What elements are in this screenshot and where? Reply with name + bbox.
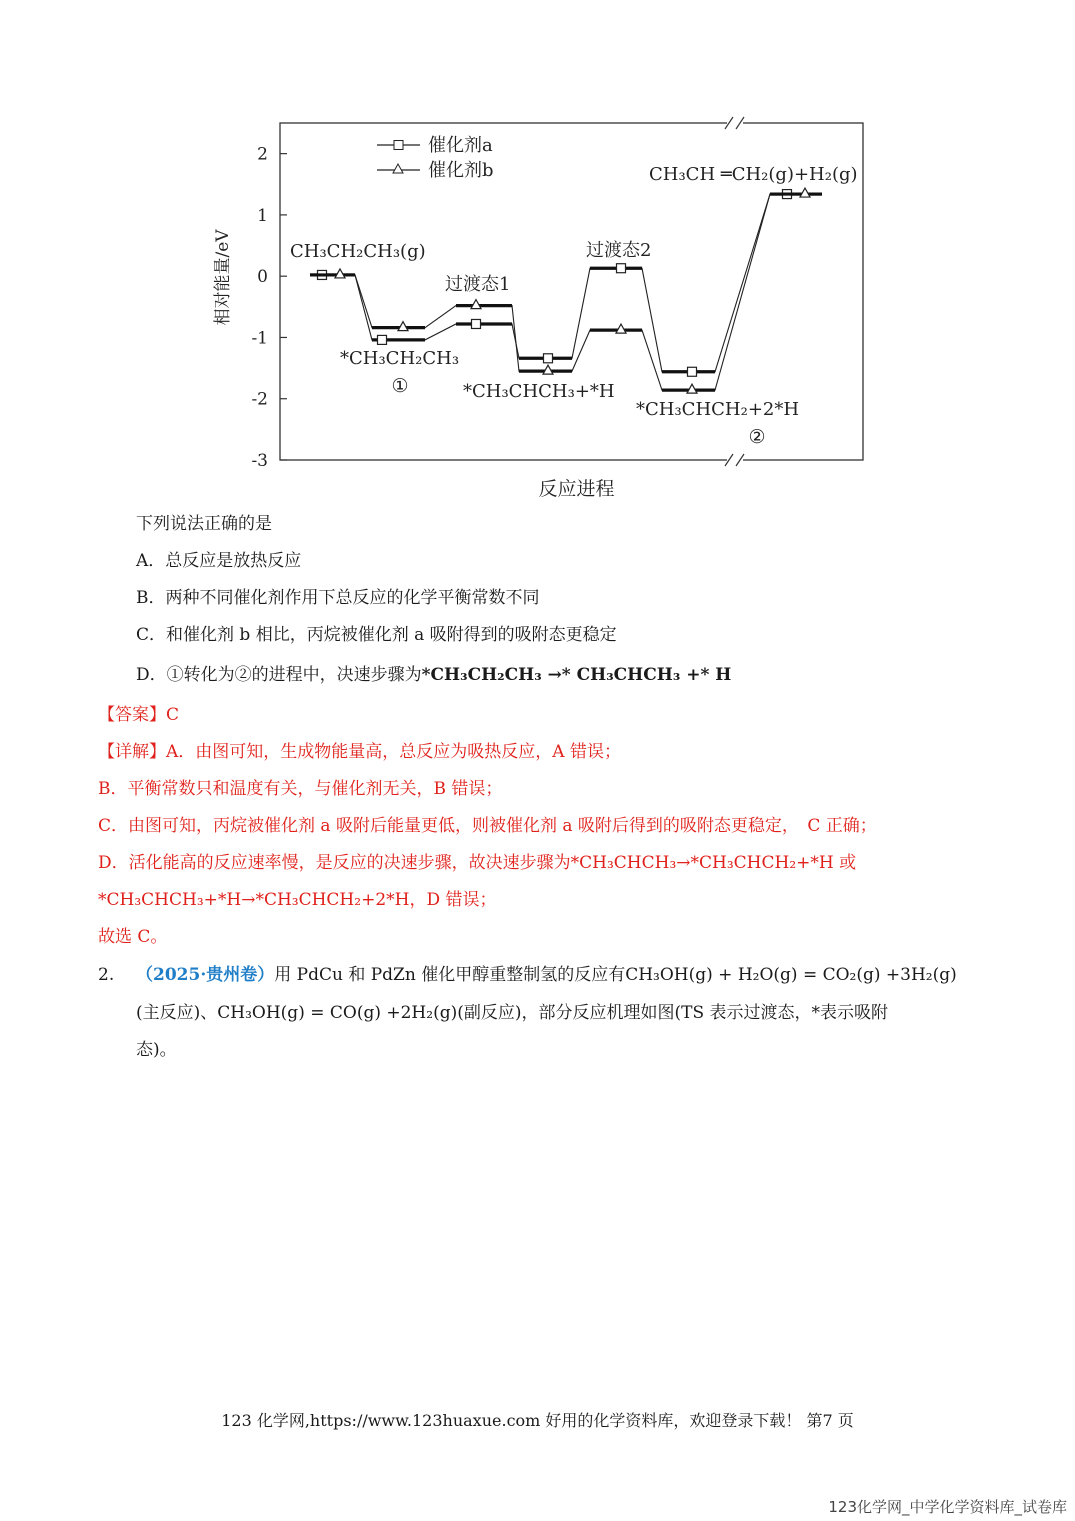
detail-d2: *CH₃CHCH₃+*H→*CH₃CHCH₂+2*H，D 错误； [98,890,497,910]
legend-marker-triangle [393,164,403,173]
y-tick-label: -2 [251,389,268,410]
marker-square [544,354,553,363]
label-product: CH₃CH ═CH₂(g)+H₂(g) [649,164,858,185]
answer-label: 【答案】 [98,705,166,725]
detail-c: C．由图可知，丙烷被催化剂 a 吸附后能量更低，则被催化剂 a 吸附后得到的吸附态更稳定， C 正确； [98,816,877,836]
chart-legend [377,135,494,181]
label-reactant: CH₃CH₂CH₃(g) [290,241,426,262]
option-b: B．两种不同催化剂作用下总反应的化学平衡常数不同 [136,588,540,608]
y-tick-label: -1 [251,328,268,349]
detail-b: B．平衡常数只和温度有关，与催化剂无关，B 错误； [98,779,503,799]
y-axis-label: 相对能量/eV [213,229,233,326]
option-d-formula: *CH₃CH₂CH₃ →* CH₃CHCH₃ +* H [421,665,732,685]
y-tick-label: 2 [257,144,268,165]
marker-square [472,319,481,328]
label-ts1: 过渡态1 [445,274,511,295]
q2-line1-wrap [136,964,957,986]
option-a: A．总反应是放热反应 [136,551,302,571]
y-tick-label: 1 [257,205,268,226]
energy-profile-chart [200,100,880,505]
label-int2: *CH₃CHCH₃+*H [463,381,615,402]
label-circle1: ① [391,375,409,397]
legend-entry: 催化剂a [428,135,493,156]
q2-line1: 用 PdCu 和 PdZn 催化甲醇重整制氢的反应有CH₃OH(g) + H₂O(g) = CO₂(g) +3H₂(g) [274,965,957,985]
option-d [136,664,731,686]
q2-line3: 态)。 [136,1040,177,1060]
answer-line [98,704,179,726]
option-c: C．和催化剂 b 相比，丙烷被催化剂 a 吸附得到的吸附态更稳定 [136,625,617,645]
label-ts2: 过渡态2 [586,240,652,261]
page-footer: 123 化学网,https://www.123huaxue.com 好用的化学资料库，欢迎登录下载！ 第7 页 [221,1411,854,1430]
label-int3: *CH₃CHCH₂+2*H [636,399,800,420]
marker-square [688,367,697,376]
marker-square [378,335,387,344]
label-ads1: *CH₃CH₂CH₃ [340,348,460,369]
watermark: 123化学网_中学化学资料库_试卷库 [828,1498,1067,1516]
marker-square [617,264,626,273]
detail-d1: D．活化能高的反应速率慢，是反应的决速步骤，故决速步骤为*CH₃CHCH₃→*CH₃CHCH₂+*H 或 [98,853,857,873]
y-tick-label: -3 [251,451,268,471]
q2-number: 2. [98,965,115,985]
detail-a-line [98,741,621,763]
q2-line2: (主反应)、CH₃OH(g) = CO(g) +2H₂(g)(副反应)，部分反应机理如图(TS 表示过渡态，*表示吸附 [136,1003,888,1023]
conclusion: 故选 C。 [98,927,168,947]
option-d-prefix: D．①转化为②的进程中，决速步骤为 [136,665,422,685]
detail-a: A．由图可知，生成物能量高，总反应为吸热反应，A 错误； [166,742,621,762]
q2-source: （2025·贵州卷） [136,965,275,985]
question-stem: 下列说法正确的是 [136,514,272,534]
x-axis-label: 反应进程 [538,478,615,500]
answer-value: C [166,705,180,725]
y-tick-label: 0 [257,267,268,288]
chart-annotations [290,164,858,448]
label-circle2: ② [748,426,766,448]
legend-marker-square [394,141,403,150]
detail-label: 【详解】 [98,742,166,762]
legend-entry: 催化剂b [428,160,494,181]
